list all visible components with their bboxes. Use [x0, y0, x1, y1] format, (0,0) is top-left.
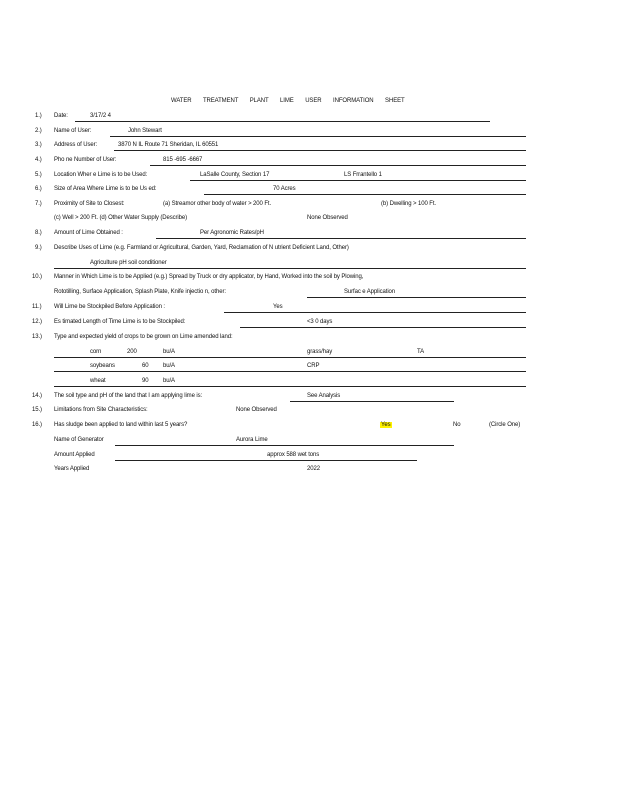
crop-name: wheat [90, 378, 106, 384]
crop-name: corn [90, 349, 102, 355]
item-number: 12.) [32, 319, 42, 325]
manner-label: Manner in Which Lime is to be Applied (e.g.) Spread by Truck or dry applicator, by Hand, Worked into the soil by Plowing, [54, 274, 364, 280]
area-size-value: 70 Acres [273, 186, 296, 192]
user-name-value: John Stewart [128, 128, 162, 134]
date-label: Date: [54, 113, 68, 119]
uses-line [54, 268, 526, 269]
crop-unit: bu/A [163, 378, 175, 384]
user-name-line [110, 136, 526, 137]
amount-value: Per Agronomic Rates/pH [200, 230, 264, 236]
crop-yield: 60 [142, 363, 149, 369]
item-number: 3.) [35, 142, 42, 148]
stockpile-label: Will Lime be Stockpiled Before Application : [54, 304, 165, 310]
limitations-value: None Observed [236, 407, 277, 413]
item-number: 9.) [35, 245, 42, 251]
uses-label: Describe Uses of Lime (e.g. Farmland or Agricultural, Garden, Yard, Reclamation of N utrient Deficient Land, Other) [54, 245, 349, 251]
circle-one-note: (Circle One) [489, 422, 521, 428]
phone-label: Pho ne Number of User: [54, 157, 117, 163]
sludge-question-label: Has sludge been applied to land within last 5 years? [54, 422, 188, 428]
item-number: 15.) [32, 407, 42, 413]
crop-line [54, 386, 526, 387]
crop-other: CRP [307, 363, 320, 369]
generator-line [115, 445, 454, 446]
amount-applied-line [115, 460, 417, 461]
soil-type-line [290, 401, 454, 402]
stockpile-value: Yes [273, 304, 283, 310]
item-number: 14.) [32, 393, 42, 399]
sludge-answer-no: No [453, 422, 461, 428]
crop-unit: bu/A [163, 349, 175, 355]
proximity-option-a: (a) Streamor other body of water > 200 Ft. [163, 201, 272, 207]
address-label: Address of User: [54, 142, 98, 148]
phone-line [150, 165, 526, 166]
address-line [114, 150, 526, 151]
date-line [75, 121, 490, 122]
sludge-answer-yes: Yes [381, 422, 391, 428]
item-number: 4.) [35, 157, 42, 163]
stockpile-time-line [240, 327, 526, 328]
stockpile-time-label: Es timated Length of Time Lime is to be Stockpiled: [54, 319, 186, 325]
crop-unit: bu/A [163, 363, 175, 369]
soil-type-value: See Analysis [307, 393, 341, 399]
location-value: LaSalle County, Section 17 [200, 172, 270, 178]
crop-other-2: TA [417, 349, 425, 355]
uses-value: Agriculture pH soil conditioner [90, 260, 167, 266]
address-value: 3870 N IL Route 71 Sheridan, IL 60551 [118, 142, 219, 148]
generator-value: Aurora Lime [236, 437, 268, 443]
crop-other: grass/hay [307, 349, 333, 355]
manner-value: Surfac e Application [344, 289, 396, 295]
item-number: 8.) [35, 230, 42, 236]
page-title: WATER TREATMENT PLANT LIME USER INFORMATION SHEET [171, 98, 405, 104]
stockpile-line [224, 312, 526, 313]
crop-name: soybeans [90, 363, 115, 369]
crops-label: Type and expected yield of crops to be grown on Lime amended land: [54, 334, 233, 340]
location-line [190, 180, 526, 181]
proximity-option-c: (c) Well > 200 Ft. (d) Other Water Supply (Describe) [54, 215, 188, 221]
years-applied-value: 2022 [307, 466, 320, 472]
item-number: 11.) [32, 304, 42, 310]
amount-line [156, 238, 526, 239]
item-number: 7.) [35, 201, 42, 207]
location-value-2: LS Frrantello 1 [344, 172, 382, 178]
soil-type-label: The soil type and pH of the land that I am applying lime is: [54, 393, 203, 399]
generator-label: Name of Generator [54, 437, 104, 443]
item-number: 2.) [35, 128, 42, 134]
proximity-value: None Observed [307, 215, 348, 221]
amount-applied-label: Amount Applied [54, 452, 95, 458]
user-name-label: Name of User: [54, 128, 92, 134]
crop-yield: 90 [142, 378, 149, 384]
manner-line [307, 297, 526, 298]
amount-label: Amount of Lime Obtained : [54, 230, 123, 236]
stockpile-time-value: <3 0 days [307, 319, 333, 325]
phone-value: 815 -695 -6667 [163, 157, 203, 163]
proximity-label: Proximity of Site to Closest: [54, 201, 125, 207]
item-number: 5.) [35, 172, 42, 178]
item-number: 16.) [32, 422, 42, 428]
date-value: 3/17/2 4 [90, 113, 111, 119]
item-number: 6.) [35, 186, 42, 192]
amount-applied-value: approx 588 wet tons [267, 452, 320, 458]
crop-line [54, 357, 526, 358]
item-number: 1.) [35, 113, 42, 119]
proximity-option-b: (b) Dwelling > 100 Ft. [381, 201, 436, 207]
limitations-label: Limitations from Site Characteristics: [54, 407, 148, 413]
crop-yield: 200 [127, 349, 137, 355]
manner-label-2: Rototilling, Surface Application, Splash Plate, Knife injectio n, other: [54, 289, 226, 295]
item-number: 13.) [32, 334, 42, 340]
area-size-line [204, 194, 526, 195]
item-number: 10.) [32, 274, 42, 280]
years-applied-label: Years Applied [54, 466, 90, 472]
location-label: Location Wher e Lime is to be Used: [54, 172, 148, 178]
crop-line [54, 371, 526, 372]
area-size-label: Size of Area Where Lime is to be Us ed: [54, 186, 157, 192]
